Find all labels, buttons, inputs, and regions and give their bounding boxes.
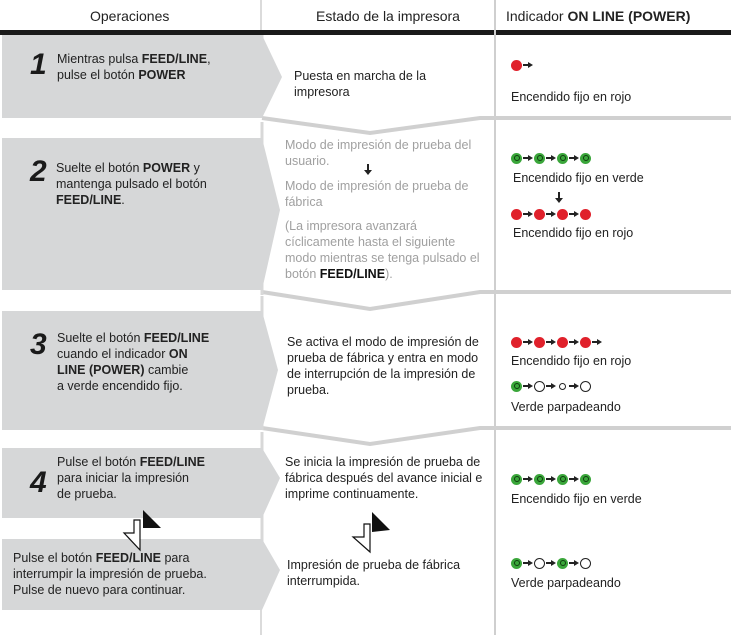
step-2-status-note: (La impresora avanzará cíclicamente hasta el siguiente modo mientras se tenga pulsado el botón FEED/LINE). bbox=[285, 219, 480, 281]
led-green-icon bbox=[511, 381, 522, 392]
arrow-right-icon bbox=[522, 337, 534, 347]
down-arrow-icon bbox=[364, 164, 372, 176]
arrow-right-icon bbox=[545, 209, 557, 219]
text-segment: Pulse el botón bbox=[13, 551, 96, 565]
text-segment: de prueba. bbox=[57, 487, 117, 501]
step-2-status-mode-user: Modo de impresión de prueba del usuario. bbox=[285, 138, 472, 168]
step-4-status-interrupted: Impresión de prueba de fábrica interrumpida. bbox=[287, 558, 461, 588]
text-segment: Mientras pulsa bbox=[57, 52, 142, 66]
led-red-icon bbox=[511, 209, 522, 220]
led-red-icon bbox=[557, 337, 568, 348]
step-4-status: Se inicia la impresión de prueba de fábrica después del avance inicial e imprime continuamente. bbox=[285, 455, 483, 501]
down-arrow-icon bbox=[555, 192, 563, 204]
step-2-indicator-label-red: Encendido fijo en rojo bbox=[513, 226, 634, 240]
text-segment: Suelte el botón bbox=[57, 331, 144, 345]
text-segment: . bbox=[121, 193, 125, 207]
arrow-right-icon bbox=[522, 381, 534, 391]
bold-term: ON bbox=[168, 347, 188, 361]
arrow-right-icon bbox=[522, 474, 534, 484]
led-red-icon bbox=[534, 209, 545, 220]
step-3-led-sequence-blink bbox=[511, 379, 591, 393]
led-red-icon bbox=[511, 337, 522, 348]
arrow-right-icon bbox=[568, 474, 580, 484]
led-off-icon bbox=[534, 558, 545, 569]
text-segment: pulse el botón bbox=[57, 68, 139, 82]
led-red-icon bbox=[580, 209, 591, 220]
step-1-status: Puesta en marcha de la impresora bbox=[294, 69, 427, 99]
led-off-icon bbox=[534, 381, 545, 392]
text-segment: para iniciar la impresión bbox=[57, 471, 190, 485]
text-segment: cuando el indicador bbox=[57, 347, 169, 361]
arrow-right-icon bbox=[522, 558, 534, 568]
arrow-right-icon bbox=[591, 337, 603, 347]
step-3-led-sequence-red bbox=[511, 335, 603, 349]
step-4-led-sequence-blink bbox=[511, 556, 591, 570]
arrow-right-icon bbox=[568, 153, 580, 163]
text-segment: mantenga pulsado el botón bbox=[56, 177, 207, 191]
arrow-right-icon bbox=[545, 337, 557, 347]
step-4-number: 4 bbox=[30, 466, 47, 499]
led-small-icon bbox=[559, 383, 566, 390]
arrow-right-icon bbox=[545, 474, 557, 484]
step-4-led-sequence-green bbox=[511, 472, 591, 486]
step-3-operation bbox=[57, 330, 209, 394]
step-4-indicator-label-blink: Verde parpadeando bbox=[511, 576, 621, 590]
text-segment: Pulse el botón bbox=[57, 455, 140, 469]
header-indicador: Indicador ON LINE (POWER) bbox=[506, 8, 691, 24]
arrow-right-icon bbox=[522, 60, 534, 70]
led-green-icon bbox=[534, 474, 545, 485]
bold-term: FEED/LINE bbox=[95, 551, 161, 565]
led-green-icon bbox=[534, 153, 545, 164]
arrow-right-icon bbox=[522, 153, 534, 163]
arrow-right-icon bbox=[568, 558, 580, 568]
step-2-indicator-label-green: Encendido fijo en verde bbox=[513, 171, 644, 185]
step-4-indicator-label-green: Encendido fijo en verde bbox=[511, 492, 642, 506]
led-green-icon bbox=[580, 153, 591, 164]
header-estado: Estado de la impresora bbox=[316, 8, 460, 24]
text-segment: Pulse de nuevo para continuar. bbox=[13, 583, 186, 597]
led-red-icon bbox=[534, 337, 545, 348]
arrow-right-icon bbox=[568, 337, 580, 347]
led-red-icon bbox=[511, 60, 522, 71]
header-operaciones: Operaciones bbox=[90, 8, 170, 24]
step-1-operation bbox=[57, 51, 211, 83]
arrow-right-icon bbox=[522, 209, 534, 219]
step-1-led-sequence bbox=[511, 58, 534, 72]
bold-term: POWER bbox=[142, 161, 191, 175]
text-segment: para bbox=[161, 551, 190, 565]
arrow-right-icon bbox=[545, 558, 557, 568]
step-2-status-mode-factory: Modo de impresión de prueba de fábrica bbox=[285, 179, 469, 209]
arrow-right-icon bbox=[568, 381, 580, 391]
step-4-operation bbox=[57, 454, 205, 502]
led-red-icon bbox=[557, 209, 568, 220]
bold-term: FEED/LINE bbox=[139, 455, 205, 469]
led-green-icon bbox=[511, 474, 522, 485]
text-segment: interrumpir la impresión de prueba. bbox=[13, 567, 207, 581]
bold-term: FEED/LINE bbox=[141, 52, 208, 66]
header-rule bbox=[0, 30, 731, 35]
arrow-right-icon bbox=[568, 209, 580, 219]
step-2-operation bbox=[56, 160, 207, 208]
text-segment: a verde encendido fijo. bbox=[57, 379, 183, 393]
step-3-number: 3 bbox=[30, 328, 47, 361]
led-green-icon bbox=[580, 474, 591, 485]
step-3-indicator-label-red: Encendido fijo en rojo bbox=[511, 354, 632, 368]
text-segment: y bbox=[190, 161, 200, 175]
led-red-icon bbox=[580, 337, 591, 348]
led-off-icon bbox=[580, 381, 591, 392]
text-segment: , bbox=[207, 52, 211, 66]
text-segment: Suelte el botón bbox=[56, 161, 143, 175]
step-2-led-sequence-red bbox=[511, 207, 591, 221]
toggle-arrows-icon-status bbox=[353, 512, 390, 552]
led-off-icon bbox=[580, 558, 591, 569]
step-3-indicator-label-blink: Verde parpadeando bbox=[511, 400, 621, 414]
step-1-indicator-label: Encendido fijo en rojo bbox=[511, 90, 632, 104]
arrow-right-icon bbox=[545, 153, 557, 163]
arrow-right-icon bbox=[545, 381, 557, 391]
step-2-number: 2 bbox=[30, 155, 47, 188]
led-green-icon bbox=[511, 153, 522, 164]
step-3-status: Se activa el modo de impresión de prueba de fábrica y entra en modo de interrupción de la impresión de prueba. bbox=[287, 335, 479, 397]
step-4-operation-interrupt bbox=[13, 550, 207, 598]
bold-term: FEED/LINE bbox=[143, 331, 210, 345]
bold-term: LINE (POWER) bbox=[57, 363, 145, 377]
bold-term: POWER bbox=[138, 68, 186, 82]
step-1-number: 1 bbox=[30, 48, 47, 81]
bold-term: FEED/LINE bbox=[56, 193, 122, 207]
led-green-icon bbox=[511, 558, 522, 569]
led-green-icon bbox=[557, 558, 568, 569]
led-green-icon bbox=[557, 153, 568, 164]
text-segment: cambie bbox=[144, 363, 189, 377]
step-2-led-sequence-green bbox=[511, 151, 591, 165]
led-green-icon bbox=[557, 474, 568, 485]
